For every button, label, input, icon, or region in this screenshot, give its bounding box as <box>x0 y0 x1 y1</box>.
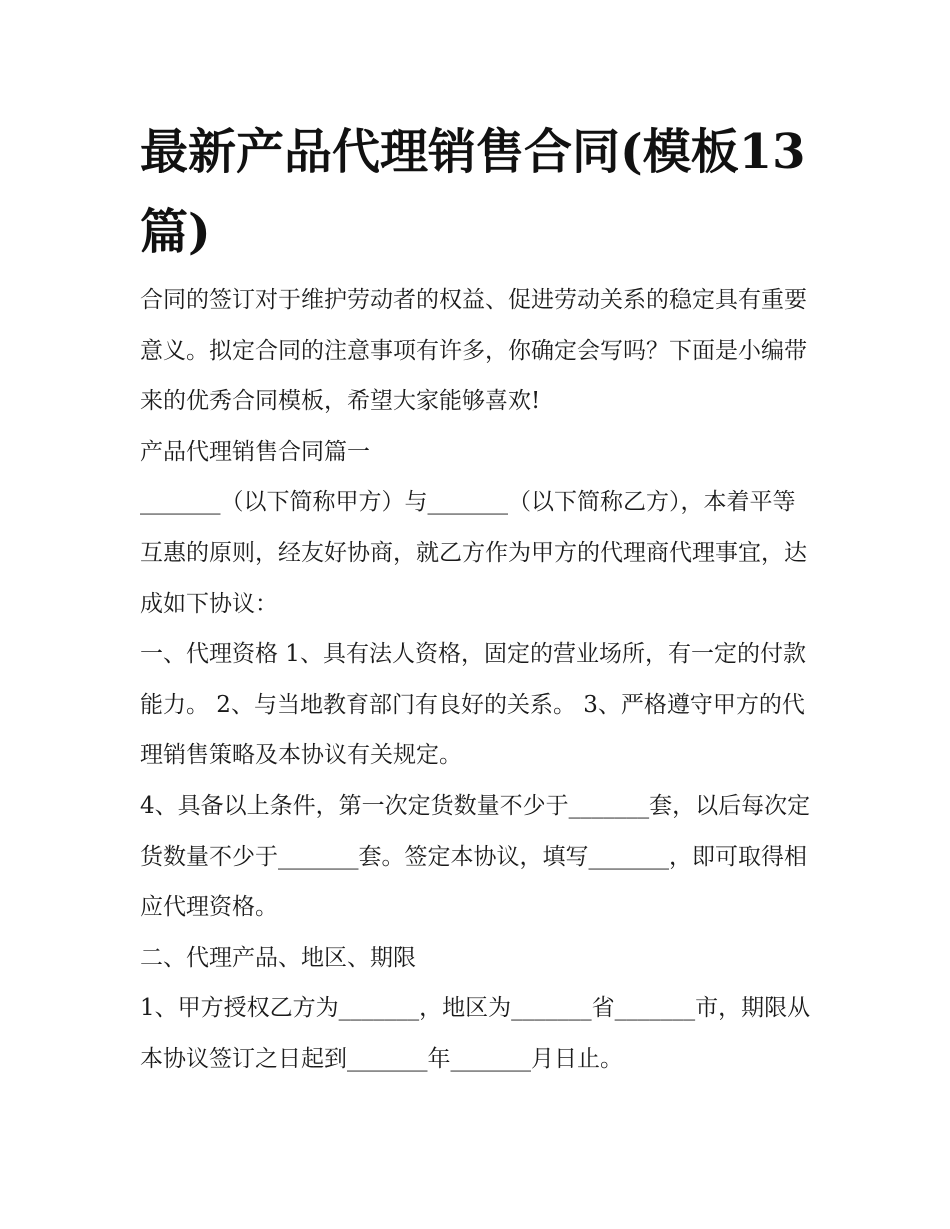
section-heading: 产品代理销售合同篇一 <box>140 438 370 465</box>
document-body <box>140 275 812 1085</box>
document-title: 最新产品代理销售合同(模板13篇) <box>140 124 806 260</box>
intro-paragraph: 合同的签订对于维护劳动者的权益、促进劳动关系的稳定具有重要意义。拟定合同的注意事项有许多，你确定会写吗？下面是小编带来的优秀合同模板，希望大家能够喜欢! <box>140 287 807 415</box>
clause-qualification: 一、代理资格 1、具有法人资格，固定的营业场所，有一定的付款能力。 2、与当地教育部门有良好的关系。 3、严格遵守甲方的代理销售策略及本协议有关规定。 <box>140 641 806 769</box>
clause-order-quantity: 4、具备以上条件，第一次定货数量不少于_______套，以后每次定货数量不少于_______套。签定本协议，填写_______，即可取得相应代理资格。 <box>140 792 811 921</box>
section-heading-products: 二、代理产品、地区、期限 <box>140 944 416 971</box>
clause-authorization: 1、甲方授权乙方为_______，地区为_______省_______市，期限从本协议签订之日起到_______年_______月日止。 <box>140 995 811 1072</box>
contract-preamble: _______（以下简称甲方）与_______（以下简称乙方），本着平等互惠的原则，经友好协商，就乙方作为甲方的代理商代理事宜，达成如下协议： <box>140 489 807 617</box>
